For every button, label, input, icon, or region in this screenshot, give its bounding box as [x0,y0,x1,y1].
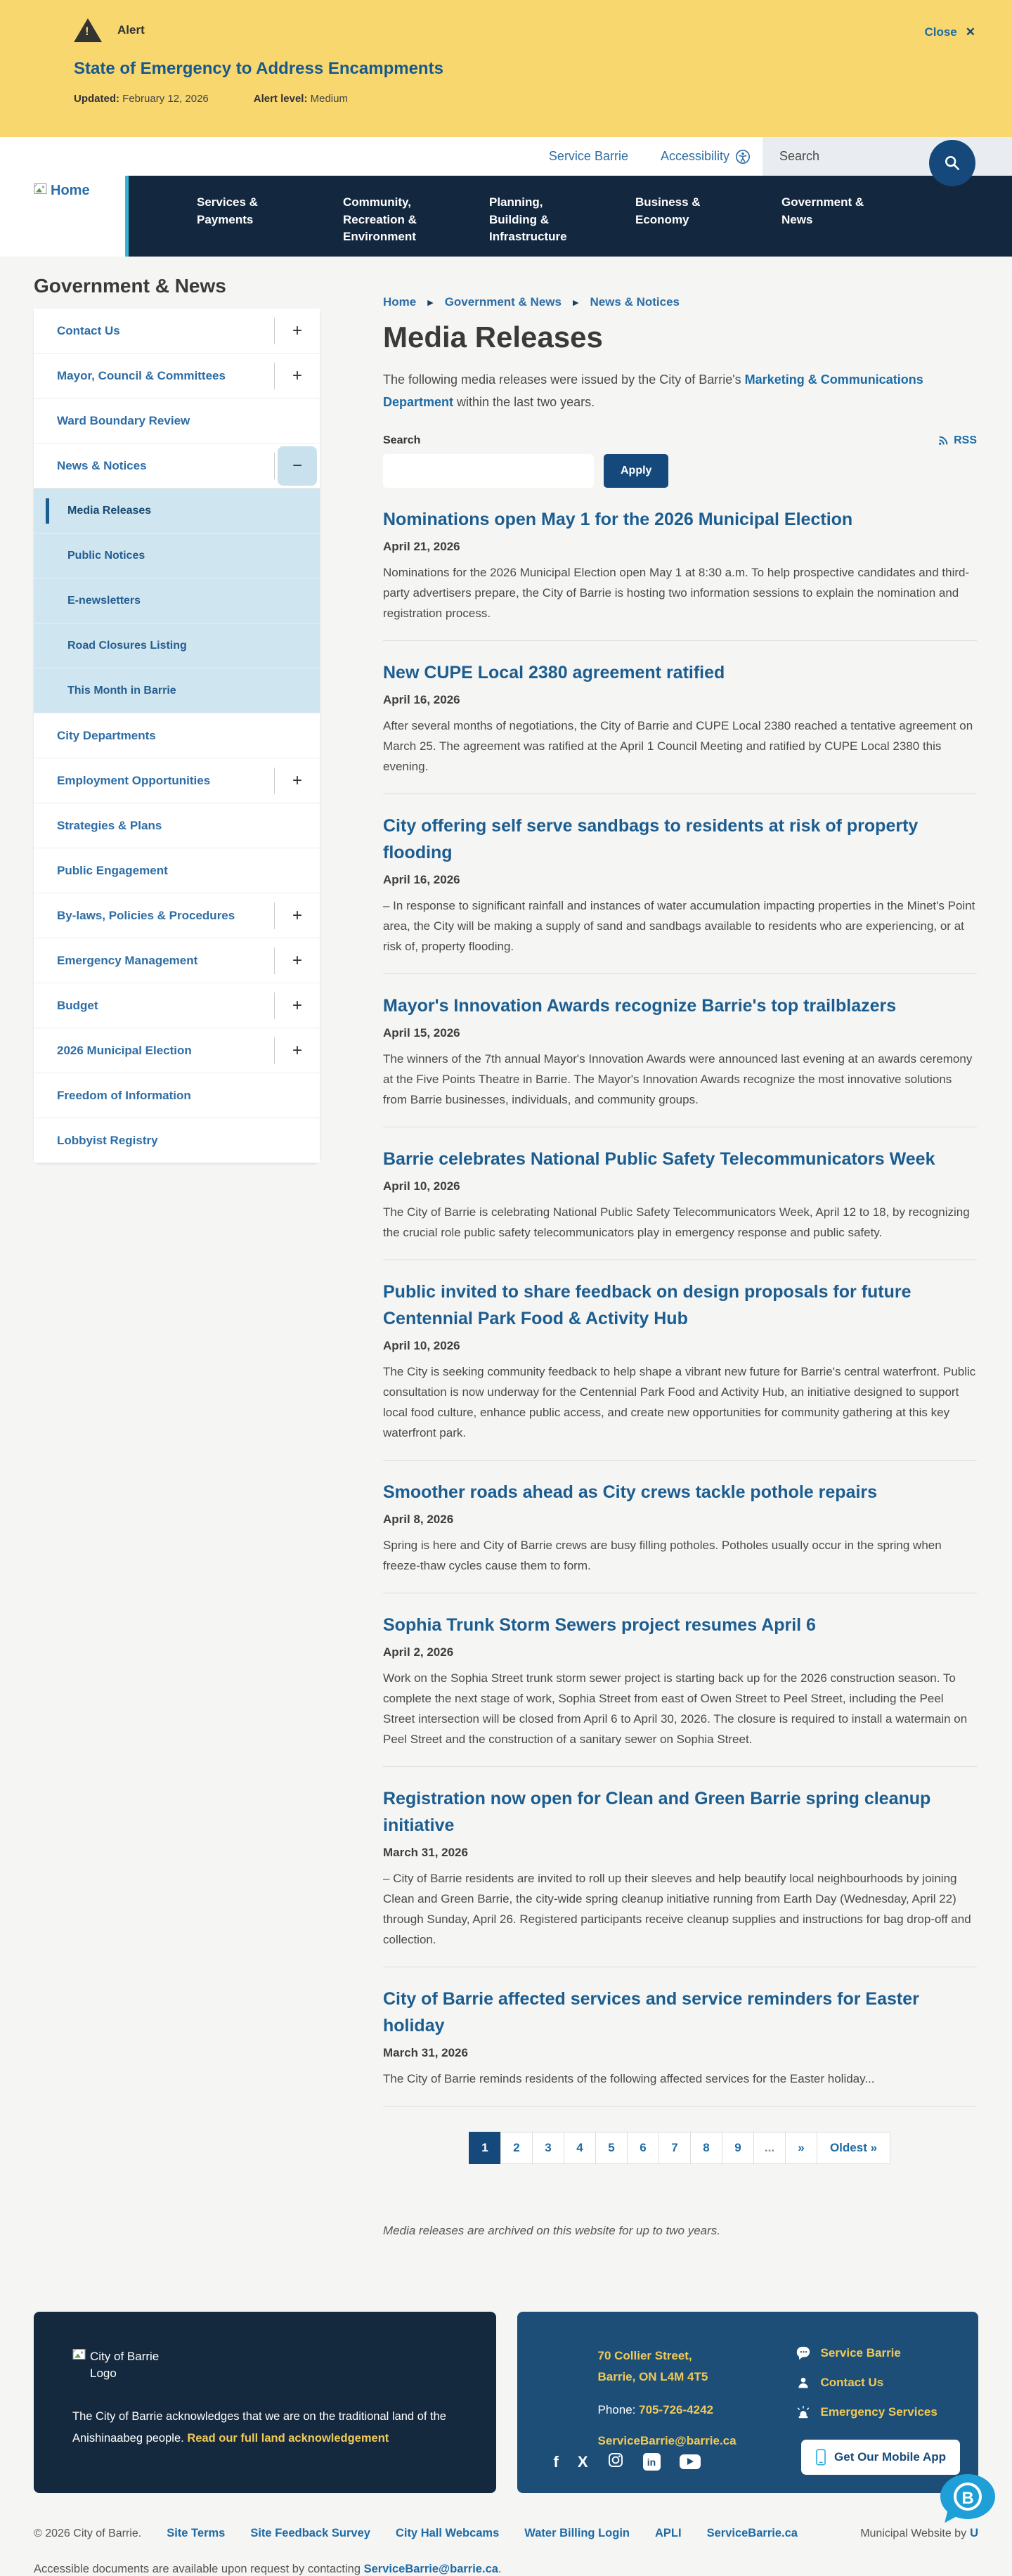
divider [383,1766,977,1767]
release-title[interactable]: Registration now open for Clean and Green Barrie spring cleanup initiative [383,1789,931,1835]
alert-level-value: Medium [310,93,348,105]
linkedin-icon[interactable]: in [643,2453,661,2471]
alert-label: Alert [117,23,145,37]
footer-phone-link[interactable]: 705-726-4242 [639,2403,713,2416]
search-icon [942,153,962,173]
youtube-icon[interactable] [680,2454,701,2469]
land-acknowledgement-link[interactable]: Read our full land acknowledgement [187,2432,389,2445]
release-item [383,1479,977,1593]
header [0,137,1012,176]
accessible-documents-note: Accessible documents are available upon request by contacting ServiceBarrie@barrie.ca. [34,2563,502,2575]
primary-nav [125,176,1012,257]
sidebar-submenu [34,488,320,713]
header-search-button[interactable] [929,140,975,186]
land-acknowledgement: The City of Barrie acknowledges that we are on the traditional land of the Anishinaabeg people. Read our full land acknowledgement [72,2410,446,2445]
nav-business-economy[interactable]: Business & Economy [635,195,701,226]
breadcrumb-home[interactable]: Home [383,295,417,309]
footer-logo [72,2348,458,2382]
page-8[interactable]: 8 [690,2132,722,2164]
pagination [383,2132,977,2164]
apply-button[interactable]: Apply [604,454,668,488]
release-item [383,1986,977,2106]
rss-link[interactable]: RSS [938,434,977,447]
sidebar-item-this-month-in-barrie[interactable]: This Month in Barrie [34,668,320,713]
sidebar-item-public-notices[interactable]: Public Notices [34,533,320,578]
sidebar-menu [34,309,320,1163]
release-summary: The winners of the 7th annual Mayor's Innovation Awards were announced last evening at an awards ceremony at the Five Points Theatre in Barrie. The Mayor's Innovation Awards recognize the most innovative solutions from Barrie businesses, individuals, and community groups. [383,1052,973,1106]
release-item [383,1785,977,1967]
sidebar-item-public-engagement[interactable]: Public Engagement [34,848,320,893]
release-title[interactable]: City offering self serve sandbags to residents at risk of property flooding [383,816,919,862]
release-summary: – City of Barrie residents are invited to roll up their sleeves and help beautify local neighbourhoods by joining Clean and Green Barrie, the city-wide spring cleanup initiative running from Earth Day (Wednesday, April 22) through Sunday, April 26. Registered participants receive cleanup supplies and instructions for bag drop-off and collection. [383,1872,971,1946]
release-summary: The City of Barrie is celebrating National Public Safety Telecommunicators Week, April 12 to 18, by recognizing the crucial role public safety telecommunicators play in emergency response and public safety. [383,1205,970,1239]
release-date: April 16, 2026 [383,873,460,886]
release-summary: The City is seeking community feedback to help shape a vibrant new future for Barrie's central waterfront. Public consultation is now underway for the Centennial Park Food and Activity Hub, an initiative designed to support local food culture, enhance public access, and create new opportunities for community gathering at this key waterfront park. [383,1365,976,1439]
page-3[interactable]: 3 [532,2132,564,2164]
page-oldest[interactable]: Oldest » [817,2132,890,2164]
footer-emergency-services-row[interactable]: Emergency Services [795,2405,938,2420]
marketing-communications-link[interactable]: Marketing & Communications Department [383,373,923,409]
footer-contact-us-row[interactable]: Contact Us [795,2376,938,2390]
intro-text: The following media releases were issued by the City of Barrie's Marketing & Communications Department within the last two years. [383,373,923,409]
release-item [383,992,977,1127]
header-search-input[interactable] [763,149,931,164]
release-item [383,1612,977,1767]
plus-icon[interactable]: + [292,321,302,340]
footer-phone-label: Phone: [597,2403,640,2416]
release-date: April 21, 2026 [383,540,460,553]
page-5[interactable]: 5 [595,2132,628,2164]
chat-bubble-icon[interactable]: B [940,2474,995,2519]
sidebar [34,257,320,2238]
divider [383,973,977,974]
release-title[interactable]: New CUPE Local 2380 agreement ratified [383,663,725,682]
x-twitter-icon[interactable]: X [577,2452,588,2471]
release-summary: – In response to significant rainfall and instances of water accumulation impacting properties in the Minet's Point area, the City will be making a supply of sand and sandbags available to residents who are experiencing, or at risk of, property flooding. [383,899,975,953]
nav-planning-building-infrastructure[interactable]: Planning, Building & Infrastructure [489,195,567,244]
alert-title[interactable]: State of Emergency to Address Encampments [74,59,443,78]
media-search-input[interactable] [383,454,594,488]
alert-triangle-icon: ! [74,18,102,42]
breadcrumb [383,295,977,309]
accessible-email-link[interactable]: ServiceBarrie@barrie.ca [363,2563,498,2575]
release-item [383,659,977,794]
footer [0,2312,1012,2493]
release-summary: After several months of negotiations, the City of Barrie and CUPE Local 2380 reached a tentative agreement on March 25. The agreement was ratified at the April 1 Council Meeting and ratified by CUPE Local 2380 this evening. [383,719,973,773]
search-label: Search [383,434,421,446]
release-date: April 10, 2026 [383,1179,460,1193]
page-7[interactable]: 7 [659,2132,691,2164]
get-mobile-app-button[interactable]: Get Our Mobile App [801,2440,960,2475]
alert-updated-label: Updated: [74,93,119,105]
broken-image-icon [72,2348,86,2360]
home-logo-cell [0,176,125,257]
plus-icon[interactable]: + [292,1041,302,1060]
release-date: April 15, 2026 [383,1026,460,1040]
plus-icon[interactable]: + [292,366,302,385]
sidebar-item-lobbyist-registry[interactable]: Lobbyist Registry [34,1118,320,1163]
city-hall-webcams-link[interactable]: City Hall Webcams [395,2527,500,2539]
service-barrie-link[interactable]: Service Barrie [548,149,628,163]
nav-community-recreation-environment[interactable]: Community, Recreation & Environment [343,195,417,244]
breadcrumb-government-news[interactable]: Government & News [444,295,562,309]
page-title: Media Releases [383,321,603,354]
sidebar-item-budget[interactable]: Budget + [34,983,320,1028]
content [0,257,1012,2238]
plus-icon[interactable]: + [292,906,302,925]
sidebar-item-emergency-management[interactable]: Emergency Management + [34,938,320,983]
site-terms-link[interactable]: Site Terms [167,2527,226,2539]
page-4[interactable]: 4 [564,2132,596,2164]
sidebar-item-media-releases[interactable]: Media Releases [34,488,320,533]
release-title[interactable]: Smoother roads ahead as City crews tackle pothole repairs [383,1482,878,1502]
footer-email-link[interactable]: ServiceBarrie@barrie.ca [597,2434,737,2447]
release-date: March 31, 2026 [383,1846,468,1859]
sidebar-item-freedom-of-information[interactable]: Freedom of Information [34,1073,320,1118]
release-item [383,1279,977,1461]
archive-note: Media releases are archived on this website for up to two years. [383,2224,721,2237]
home-link[interactable]: Home [34,183,125,199]
alert-banner [0,0,1012,137]
nav-services-payments[interactable]: Services & Payments [197,195,258,226]
alert-close-button[interactable] [924,25,975,39]
alert-updated-value: February 12, 2026 [122,93,209,105]
servicebarrie-ca-link[interactable]: ServiceBarrie.ca [706,2527,798,2539]
release-title[interactable]: Sophia Trunk Storm Sewers project resumes April 6 [383,1615,816,1635]
sidebar-item-employment-opportunities[interactable]: Employment Opportunities + [34,758,320,803]
release-item [383,506,977,641]
page-1-current[interactable]: 1 [469,2132,501,2164]
primary-nav-row [0,176,1012,257]
chat-bubble-icon [795,2345,812,2361]
release-title[interactable]: Mayor's Innovation Awards recognize Barrie's top trailblazers [383,996,897,1016]
plus-icon[interactable]: + [292,996,302,1015]
release-summary: Spring is here and City of Barrie crews are busy filling potholes. Potholes usually occur in the spring when freeze-thaw cycles cause them to form. [383,1539,942,1572]
chevron-right-icon: ▶ [572,298,579,307]
sidebar-title: Government & News [34,275,226,297]
sidebar-item-e-newsletters[interactable]: E-newsletters [34,578,320,623]
facebook-icon[interactable]: f [553,2452,559,2471]
minus-icon[interactable]: − [278,446,317,486]
apli-link[interactable]: APLI [655,2527,682,2539]
close-icon[interactable]: ✕ [965,25,975,39]
release-item [383,1146,977,1260]
release-title[interactable]: Public invited to share feedback on design proposals for future Centennial Park Food & Activity Hub [383,1282,912,1328]
release-summary: Work on the Sophia Street trunk storm sewer project is starting back up for the 2026 construction season. To complete the next stage of work, Sophia Street from east of Owen Street to Peel Street, including the Peel Street intersection will be closed from April 6 to April 30, 2026. The closure is required to install a watermain on Peel Street and the construction of a sanitary sewer on Sophia Street. [383,1671,968,1746]
chat-bubble-tail [945,2511,961,2526]
page-ellipsis: ... [753,2132,786,2164]
instagram-icon[interactable] [607,2452,624,2472]
sidebar-item-road-closures-listing[interactable]: Road Closures Listing [34,623,320,668]
release-summary: The City of Barrie reminds residents of the following affected services for the Easter holiday... [383,2072,875,2085]
page-2[interactable]: 2 [500,2132,533,2164]
alert-level-label: Alert level: [253,93,308,105]
person-icon [795,2376,812,2390]
sidebar-item-mayor-council[interactable]: Mayor, Council & Committees + [34,354,320,399]
sidebar-item-bylaws-policies-procedures[interactable]: By-laws, Policies & Procedures + [34,893,320,938]
release-date: April 2, 2026 [383,1645,454,1659]
site-feedback-survey-link[interactable]: Site Feedback Survey [250,2527,370,2539]
release-summary: Nominations for the 2026 Municipal Election open May 1 at 8:30 a.m. To help prospective candidates and third-party advertisers prepare, the City of Barrie is hosting two information sessions to explain the nomination and registration process. [383,566,970,620]
footer-address-line1[interactable]: 70 Collier Street, [597,2349,692,2362]
page-next[interactable]: » [785,2132,817,2164]
page-6[interactable]: 6 [627,2132,659,2164]
page-9[interactable]: 9 [722,2132,754,2164]
water-billing-login-link[interactable]: Water Billing Login [524,2527,630,2539]
broken-image-icon [34,183,48,195]
search-input-row [383,454,977,488]
release-item [383,813,977,974]
mobile-phone-icon [815,2449,826,2466]
release-date: April 8, 2026 [383,1513,454,1526]
footer-contact-box [517,2312,979,2493]
footer-service-barrie-row[interactable]: Service Barrie [795,2345,938,2361]
sidebar-item-strategies-plans[interactable]: Strategies & Plans [34,803,320,848]
chevron-right-icon: ▶ [427,298,434,307]
footer-acknowledgement-box [34,2312,496,2493]
divider [383,1460,977,1461]
footer-logo-alt-line2: Logo [90,2367,117,2380]
sidebar-item-2026-municipal-election[interactable]: 2026 Municipal Election + [34,1028,320,1073]
plus-icon[interactable]: + [292,951,302,970]
alert-close-label[interactable]: Close [924,25,957,39]
release-title[interactable]: Nominations open May 1 for the 2026 Municipal Election [383,510,853,529]
release-date: April 10, 2026 [383,1339,460,1352]
footer-logo-alt-line1: City of Barrie [90,2350,160,2363]
bottom-bar [0,2527,1012,2540]
sidebar-item-contact-us[interactable]: Contact Us + [34,309,320,354]
release-date: March 31, 2026 [383,2046,468,2059]
copyright: © 2026 City of Barrie. [34,2527,142,2539]
list-controls [383,434,977,447]
accessibility-icon [735,149,751,164]
social-links [554,2452,701,2472]
active-indicator [46,498,49,524]
nav-government-news[interactable]: Government & News [781,195,864,226]
sidebar-item-city-departments[interactable]: City Departments [34,713,320,758]
footer-address-line2[interactable]: Barrie, ON L4M 4T5 [597,2370,708,2383]
breadcrumb-news-notices[interactable]: News & Notices [590,295,680,309]
chat-widget[interactable] [940,2474,995,2519]
main-content [383,257,977,2238]
municipal-website-credit: Municipal Website by U [860,2527,978,2539]
sidebar-item-ward-boundary-review[interactable]: Ward Boundary Review [34,399,320,444]
release-title[interactable]: Barrie celebrates National Public Safety Telecommunicators Week [383,1149,935,1169]
municipal-partner-link[interactable]: U [970,2527,978,2539]
release-title[interactable]: City of Barrie affected services and service reminders for Easter holiday [383,1989,919,2035]
release-list [383,506,977,2106]
sidebar-item-news-notices[interactable]: News & Notices − [34,444,320,488]
rss-icon [938,435,949,446]
siren-icon [795,2405,812,2420]
accessibility-link[interactable]: Accessibility [661,149,751,164]
plus-icon[interactable]: + [292,771,302,790]
divider [383,640,977,641]
release-date: April 16, 2026 [383,693,460,706]
alert-meta [74,93,977,105]
divider [274,453,275,479]
